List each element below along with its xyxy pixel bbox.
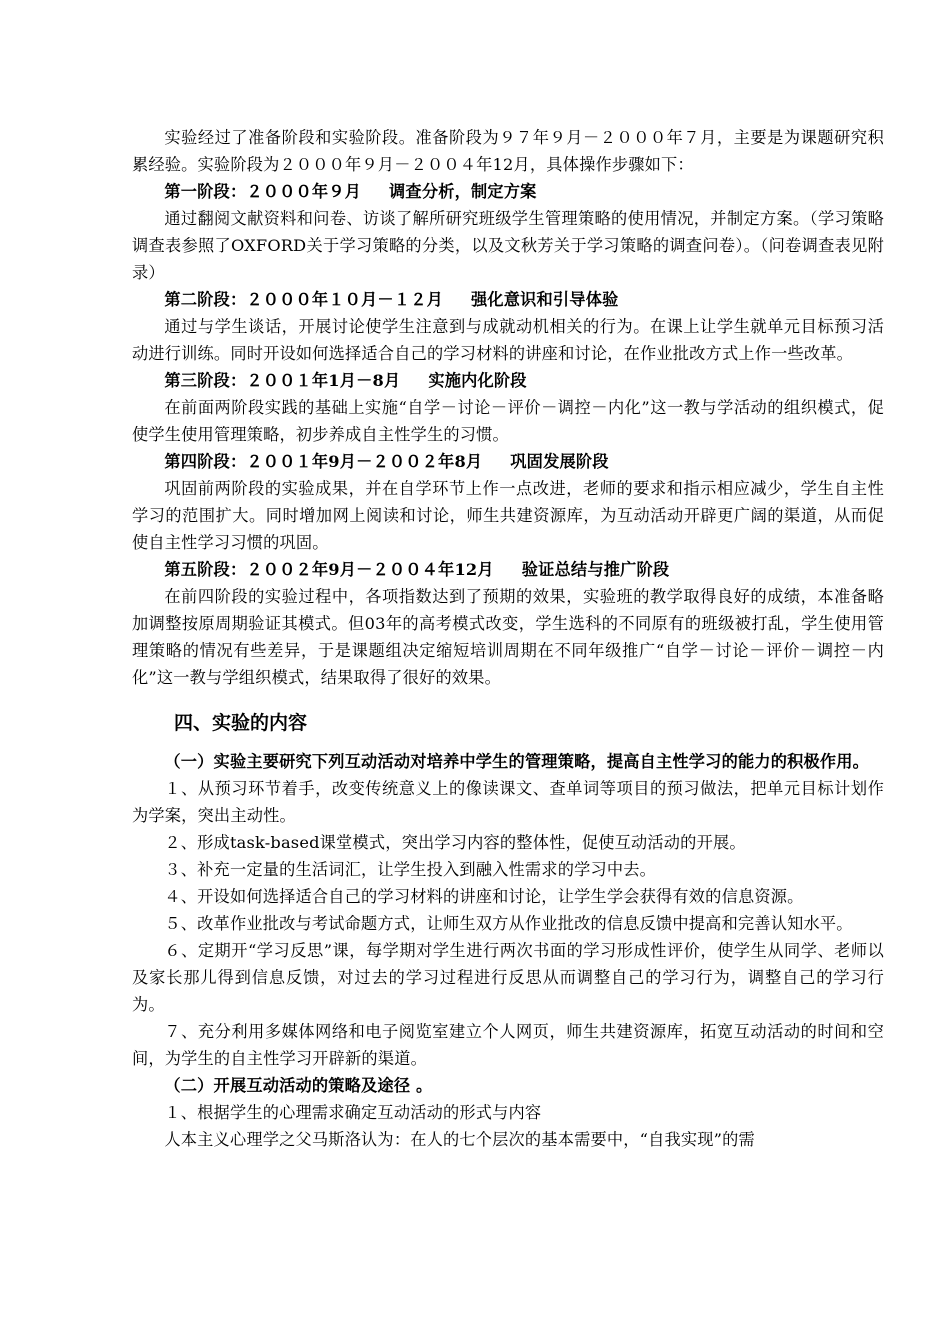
section-4-item-7: ７、充分利用多媒体网络和电子阅览室建立个人网页，师生共建资源库，拓宽互动活动的时间和空间，为学生的自主性学习开辟新的渠道。	[132, 1022, 884, 1068]
stage-4-label: 第四阶段：２００１年9月－２００２年8月	[164, 452, 483, 471]
stage-5-heading	[132, 556, 884, 583]
stage-5-title: 验证总结与推广阶段	[521, 560, 670, 579]
stage-4-title: 巩固发展阶段	[510, 452, 609, 471]
stage-1-heading	[132, 178, 884, 205]
intro-paragraph: 实验经过了准备阶段和实验阶段。准备阶段为９７年９月－２０００年７月，主要是为课题研究积累经验。实验阶段为２０００年９月－２００４年12月，具体操作步骤如下：	[132, 128, 884, 174]
section-4-part-2-text: 人本主义心理学之父马斯洛认为：在人的七个层次的基本需要中，“自我实现”的需	[164, 1130, 755, 1149]
stage-2-label: 第二阶段：２０００年１０月－１２月	[164, 290, 443, 309]
stage-1-body: 通过翻阅文献资料和问卷、访谈了解所研究班级学生管理策略的使用情况，并制定方案。（学习策略调查表参照了OXFORD关于学习策略的分类，以及文秋芳关于学习策略的调查问卷）。（问卷调查表见附录）	[132, 209, 884, 282]
section-4-item-2: ２、形成task-based课堂模式，突出学习内容的整体性，促使互动活动的开展。	[164, 833, 746, 852]
section-4-title: 四、实验的内容	[174, 712, 308, 734]
section-4-item-1: １、从预习环节着手，改变传统意义上的像读课文、查单词等项目的预习做法，把单元目标计划作为学案，突出主动性。	[132, 779, 884, 825]
section-4-part-1-heading: （一）实验主要研究下列互动活动对培养中学生的管理策略，提高自主性学习的能力的积极作用。	[164, 752, 870, 771]
stage-1-label: 第一阶段：２０００年９月	[164, 182, 362, 201]
stage-3-title: 实施内化阶段	[428, 371, 527, 390]
section-4-item-6: ６、定期开“学习反思”课，每学期对学生进行两次书面的学习形成性评价，使学生从同学、老师以及家长那儿得到信息反馈，对过去的学习过程进行反思从而调整自己的学习行为，调整自己的学习行为。	[132, 941, 884, 1014]
stage-2-heading	[132, 286, 884, 313]
section-4-part-2-item-1: １、根据学生的心理需求确定互动活动的形式与内容	[164, 1103, 542, 1122]
stage-2-body: 通过与学生谈话，开展讨论使学生注意到与成就动机相关的行为。在课上让学生就单元目标预习活动进行训练。同时开设如何选择适合自己的学习材料的讲座和讨论，在作业批改方式上作一些改革。	[132, 317, 884, 363]
section-4-item-5: ５、改革作业批改与考试命题方式，让师生双方从作业批改的信息反馈中提高和完善认知水平。	[164, 914, 853, 933]
stage-2-title: 强化意识和引导体验	[470, 290, 619, 309]
stage-3-body: 在前面两阶段实践的基础上实施“自学－讨论－评价－调控－内化”这一教与学活动的组织模式，促使学生使用管理策略，初步养成自主性学生的习惯。	[132, 398, 884, 444]
document-body	[132, 124, 884, 1153]
stage-4-heading	[132, 448, 884, 475]
stage-5-label: 第五阶段：２００２年9月－２００４年12月	[164, 560, 494, 579]
stage-3-heading	[132, 367, 884, 394]
section-4-part-2-heading: （二）开展互动活动的策略及途径 。	[164, 1076, 433, 1095]
stage-1-title: 调查分析，制定方案	[389, 182, 537, 201]
stage-5-body: 在前四阶段的实验过程中，各项指数达到了预期的效果，实验班的教学取得良好的成绩，本准备略加调整按原周期验证其模式。但03年的高考模式改变，学生选科的不同原有的班级被打乱，学生使用管理策略的情况有些差异，于是课题组决定缩短培训周期在不同年级推广“自学－讨论－评价－调控－内化”这一教与学组织模式，结果取得了很好的效果。	[132, 587, 884, 687]
section-4-item-4: ４、开设如何选择适合自己的学习材料的讲座和讨论，让学生学会获得有效的信息资源。	[164, 887, 804, 906]
stage-4-body: 巩固前两阶段的实验成果，并在自学环节上作一点改进，老师的要求和指示相应减少，学生自主性学习的范围扩大。同时增加网上阅读和讨论，师生共建资源库，为互动活动开辟更广阔的渠道，从而促使自主性学习习惯的巩固。	[132, 479, 884, 552]
section-4-item-3: ３、补充一定量的生活词汇，让学生投入到融入性需求的学习中去。	[164, 860, 657, 879]
stage-3-label: 第三阶段：２００１年1月－8月	[164, 371, 401, 390]
